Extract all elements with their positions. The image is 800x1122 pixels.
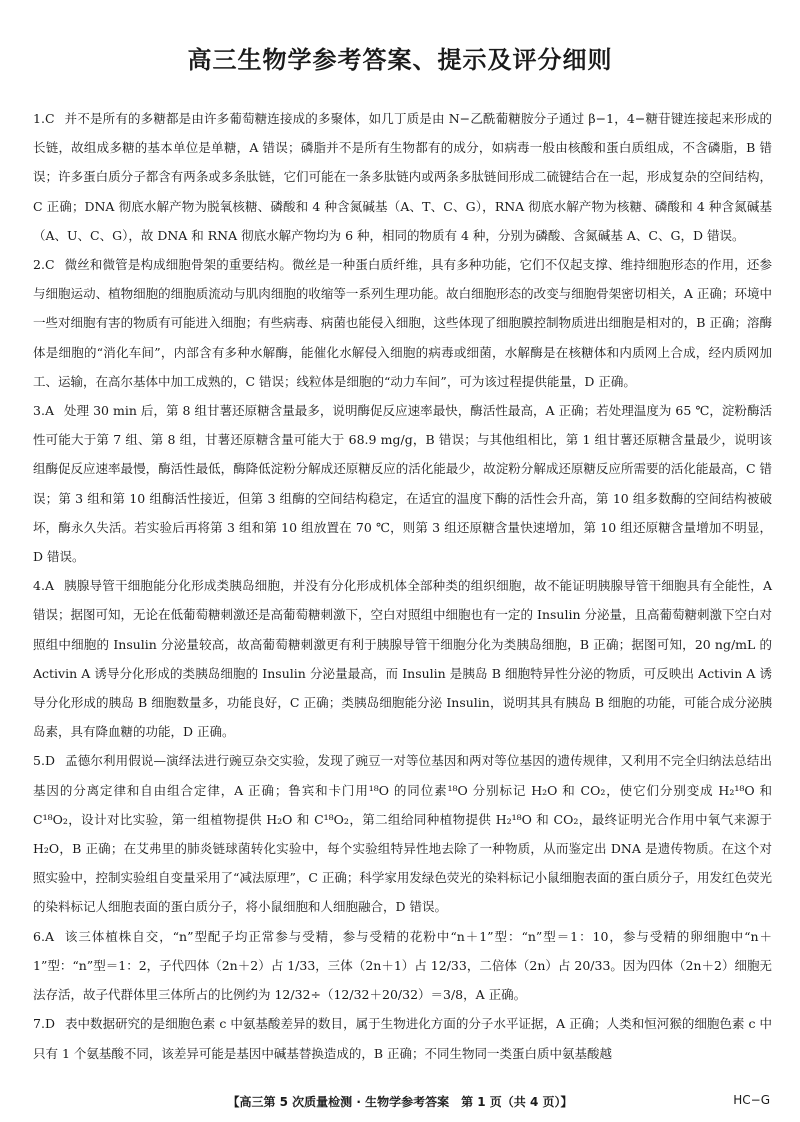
item-number: 1. <box>33 111 45 126</box>
item-number: 4. <box>33 578 45 594</box>
item-answer: C <box>44 111 55 126</box>
item-answer: A <box>44 928 54 944</box>
answer-item-2 <box>33 250 772 396</box>
footer-code: HC−G <box>733 1093 770 1107</box>
answer-item-4 <box>33 571 772 746</box>
item-answer: A <box>44 403 54 419</box>
item-number: 3. <box>33 403 45 419</box>
item-answer: C <box>44 257 55 273</box>
item-explanation: 并不是所有的多糖都是由许多葡萄糖连接成的多聚体，如几丁质是由 N−乙酰葡糖胺分子通过 β−1，4−糖苷键连接起来形成的长链，故组成多糖的基本单位是单糖，A 错误；磷脂并不是所有生物都有的成分，如病毒一般由核酸和蛋白质组成，不含磷脂，B 错误；许多蛋白质分子都含有两条或多条肽链，它们可能在一条多肽链内或两条多肽链间形成二硫键结合在一起，形成复杂的空间结构，C 正确；DNA 彻底水解产物为脱氧核糖、磷酸和 4 种含氮碱基（A、T、C、G），RNA 彻底水解产物为核糖、磷酸和 4 种含氮碱基（A、U、C、G），故 DNA 和 RNA 彻底水解产物均为 6 种，相同的物质有 4 种，分别为磷酸、含氮碱基 A、C、G，D 错误。 <box>33 111 772 243</box>
item-answer: A <box>44 578 54 594</box>
item-explanation: 该三体植株自交，“n”型配子均正常参与受精，参与受精的花粉中“n＋1”型：“n”型＝1：10，参与受精的卵细胞中“n＋1”型：“n”型＝1：2，子代四体（2n＋2）占 1/33，三体（2n＋1）占 12/33，二倍体（2n）占 20/33。因为四体（2n＋2）细胞无法存活，故子代群体里三体所占的比例约为 12/32÷（12/32＋20/32）＝3/8，A 正确。 <box>33 928 772 1003</box>
page-title: 高三生物学参考答案、提示及评分细则 <box>187 46 613 74</box>
item-number: 6. <box>33 928 45 944</box>
answer-item-7 <box>33 1009 772 1067</box>
answer-item-5 <box>33 746 772 921</box>
item-number: 2. <box>33 257 45 273</box>
footer-page-info: 【高三第 5 次质量检测 · 生物学参考答案 第 1 页（共 4 页）】 <box>227 1095 573 1109</box>
answer-item-3 <box>33 396 772 571</box>
answer-item-1 <box>33 104 772 250</box>
item-number: 7. <box>33 1016 45 1032</box>
item-explanation: 孟德尔利用假说—演绎法进行豌豆杂交实验，发现了豌豆一对等位基因和两对等位基因的遗传规律，又利用不完全归纳法总结出基因的分离定律和自由组合定律，A 正确；鲁宾和卡门用¹⁸O 的同位素¹⁸O 分别标记 H₂O 和 CO₂，使它们分别变成 H₂¹⁸O 和 C¹⁸O₂，设计对比实验，第一组植物提供 H₂O 和 C¹⁸O₂，第二组给同种植物提供 H₂¹⁸O 和 CO₂，最终证明光合作用中氧气来源于 H₂O，B 正确；在艾弗里的肺炎链球菌转化实验中，每个实验组特异性地去除了一种物质，从而鉴定出 DNA 是遗传物质。在这个对照实验中，控制实验组自变量采用了“减法原理”，C 正确；科学家用发绿色荧光的染料标记小鼠细胞表面的蛋白质分子，用发红色荧光的染料标记人细胞表面的蛋白质分子，将小鼠细胞和人细胞融合，D 错误。 <box>33 753 772 915</box>
item-answer: D <box>44 1016 55 1032</box>
item-explanation: 处理 30 min 后，第 8 组甘薯还原糖含量最多，说明酶促反应速率最快，酶活性最高，A 正确；若处理温度为 65 ℃，淀粉酶活性可能大于第 7 组、第 8 组，甘薯还原糖含量可能大于 68.9 mg/g，B 错误；与其他组相比，第 1 组甘薯还原糖含量最少，说明该组酶促反应速率最慢，酶活性最低，酶降低淀粉分解成还原糖反应的活化能最少，故淀粉分解成还原糖反应所需要的活化能最高，C 错误；第 3 组和第 10 组酶活性接近，但第 3 组酶的空间结构稳定，在适宜的温度下酶的活性会升高，第 10 组多数酶的空间结构被破坏，酶永久失活。若实验后再将第 3 组和第 10 组放置在 70 ℃，则第 3 组还原糖含量快速增加，第 10 组还原糖含量增加不明显，D 错误。 <box>33 403 772 565</box>
item-answer: D <box>44 753 55 769</box>
item-explanation: 胰腺导管干细胞能分化形成类胰岛细胞，并没有分化形成机体全部种类的组织细胞，故不能证明胰腺导管干细胞具有全能性，A 错误；据图可知，无论在低葡萄糖刺激还是高葡萄糖刺激下，空白对照组中细胞也有一定的 Insulin 分泌量，且高葡萄糖刺激下空白对照组中细胞的 Insulin 分泌量较高，故高葡萄糖刺激更有利于胰腺导管干细胞分化为类胰岛细胞，B 正确；据图可知，20 ng/mL 的 Activin A 诱导分化形成的类胰岛细胞的 Insulin 分泌量最高，而 Insulin 是胰岛 B 细胞特异性分泌的物质，可反映出 Activin A 诱导分化形成的胰岛 B 细胞数量多，功能良好，C 正确；类胰岛细胞能分泌 Insulin，说明其具有胰岛 B 细胞的功能，可能合成分泌胰岛素，具有降血糖的功能，D 正确。 <box>33 578 772 740</box>
item-explanation: 表中数据研究的是细胞色素 c 中氨基酸差异的数目，属于生物进化方面的分子水平证据，A 正确；人类和恒河猴的细胞色素 c 中只有 1 个氨基酸不同，该差异可能是基因中碱基替换造成的，B 正确；不同生物同一类蛋白质中氨基酸越 <box>33 1016 772 1061</box>
answer-item-6 <box>33 922 772 1010</box>
page-footer <box>0 1093 800 1113</box>
item-number: 5. <box>33 753 45 769</box>
item-explanation: 微丝和微管是构成细胞骨架的重要结构。微丝是一种蛋白质纤维，具有多种功能，它们不仅起支撑、维持细胞形态的作用，还参与细胞运动、植物细胞的细胞质流动与肌肉细胞的收缩等一系列生理功能。故白细胞形态的改变与细胞骨架密切相关，A 正确；环境中一些对细胞有害的物质有可能进入细胞；有些病毒、病菌也能侵入细胞，这些体现了细胞膜控制物质进出细胞是相对的，B 正确；溶酶体是细胞的“消化车间”，内部含有多种水解酶，能催化水解侵入细胞的病毒或细菌，水解酶是在核糖体和内质网上合成，经内质网加工、运输，在高尔基体中加工成熟的，C 错误；线粒体是细胞的“动力车间”，可为该过程提供能量，D 正确。 <box>33 257 772 389</box>
answer-list <box>33 104 772 1068</box>
